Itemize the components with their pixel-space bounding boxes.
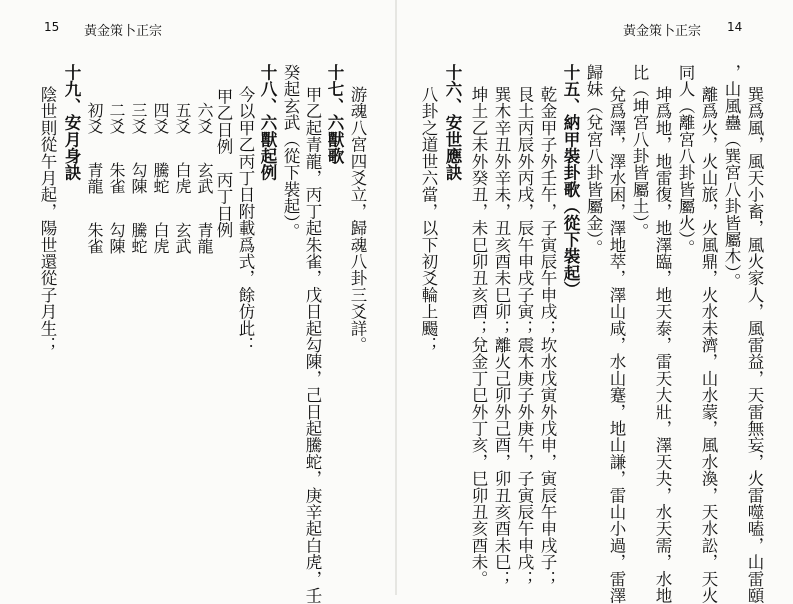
text-column: 癸起玄武（從下裝起）。 <box>281 64 300 240</box>
section-heading: 十七、六獸歌 <box>325 64 344 165</box>
left-header-title: 黃金策卜正宗 <box>84 24 163 39</box>
table-cell: 青龍 <box>195 222 214 254</box>
text-column: 乾金甲子外壬午，子寅辰午申戌；坎水戊寅外戊申，寅辰午申戌子； <box>538 86 557 587</box>
text-column: ，山風蠱（巽宮八卦皆屬木）。 <box>722 64 741 290</box>
table-cell: 玄武 <box>195 162 214 194</box>
text-column: 坤土乙未外癸丑，未巳卯丑亥酉；兌金丁巳外丁亥，巳卯丑亥酉未。 <box>469 86 488 587</box>
text-column: 巽爲風，風天小畜，風火家人，風雷益，天雷無妄，火雷噬嗑，山雷頤 <box>745 86 764 604</box>
table-cell: 朱雀 <box>107 162 126 194</box>
text-column: 歸妹（兌宮八卦皆屬金）。 <box>584 64 603 257</box>
text-column: 游魂八宮四爻立，歸魂八卦三爻詳。 <box>348 86 367 354</box>
table-cell: 騰蛇 <box>151 162 170 194</box>
table-cell: 二爻 <box>107 102 126 134</box>
table-cell: 騰蛇 <box>129 222 148 254</box>
right-page-number: 14 <box>727 20 743 34</box>
table-cell: 五爻 <box>173 102 192 134</box>
table-cell: 勾陳 <box>129 162 148 194</box>
text-column: 艮土丙辰外丙戌，辰午申戌子寅；震木庚子外庚午，子寅辰午申戌； <box>515 86 534 587</box>
table-cell: 初爻 <box>85 102 104 134</box>
table-cell: 白虎 <box>173 162 192 194</box>
section-heading: 十九、安月身訣 <box>62 64 81 181</box>
table-cell: 勾陳 <box>107 222 126 254</box>
text-column: 巽木辛丑外辛未，丑亥酉未巳卯；離火己卯外己酉，卯丑亥酉未巳； <box>492 86 511 587</box>
table-cell: 玄武 <box>173 222 192 254</box>
text-column: 離爲火，火山旅，火風鼎，火水未濟，山水蒙，風水渙，天水訟，天火 <box>699 86 718 604</box>
text-column: 今以甲乙丙丁日附載爲式，餘仿此： <box>236 86 255 354</box>
section-heading: 十六、安世應訣 <box>443 64 462 181</box>
table-cell: 三爻 <box>129 102 148 134</box>
text-column: 陰世則從午月起，陽世還從子月生； <box>38 86 57 354</box>
right-page <box>397 0 793 604</box>
table-cell: 六爻 <box>195 102 214 134</box>
text-column: 坤爲地，地雷復，地澤臨，地天泰，雷天大壯，澤天夬，水天需，水地 <box>653 86 672 604</box>
text-column: 兌爲澤，澤水困，澤地萃，澤山咸，水山蹇，地山謙，雷山小過，雷澤 <box>607 86 626 604</box>
table-cell: 四爻 <box>151 102 170 134</box>
section-heading: 十八、六獸起例 <box>258 64 277 181</box>
table-cell: 朱雀 <box>85 222 104 254</box>
left-page-number: 15 <box>44 20 60 34</box>
text-column: 八卦之道世六當，以下初爻輪上颺； <box>419 86 438 354</box>
table-cell: 白虎 <box>151 222 170 254</box>
table-header: 甲乙日例 丙丁日例 <box>214 88 233 239</box>
text-column: 甲乙起青龍，丙丁起朱雀，戊日起勾陳，己日起騰蛇，庚辛起白虎，壬 <box>303 86 322 604</box>
right-header-title: 黃金策卜正宗 <box>623 24 702 39</box>
text-column: 比（坤宮八卦皆屬土）。 <box>630 64 649 240</box>
section-heading: 十五、納甲裝卦歌（從下裝起） <box>561 64 580 298</box>
text-column: 同人（離宮八卦皆屬火）。 <box>676 64 695 257</box>
left-page <box>0 0 396 604</box>
table-cell: 青龍 <box>85 162 104 194</box>
